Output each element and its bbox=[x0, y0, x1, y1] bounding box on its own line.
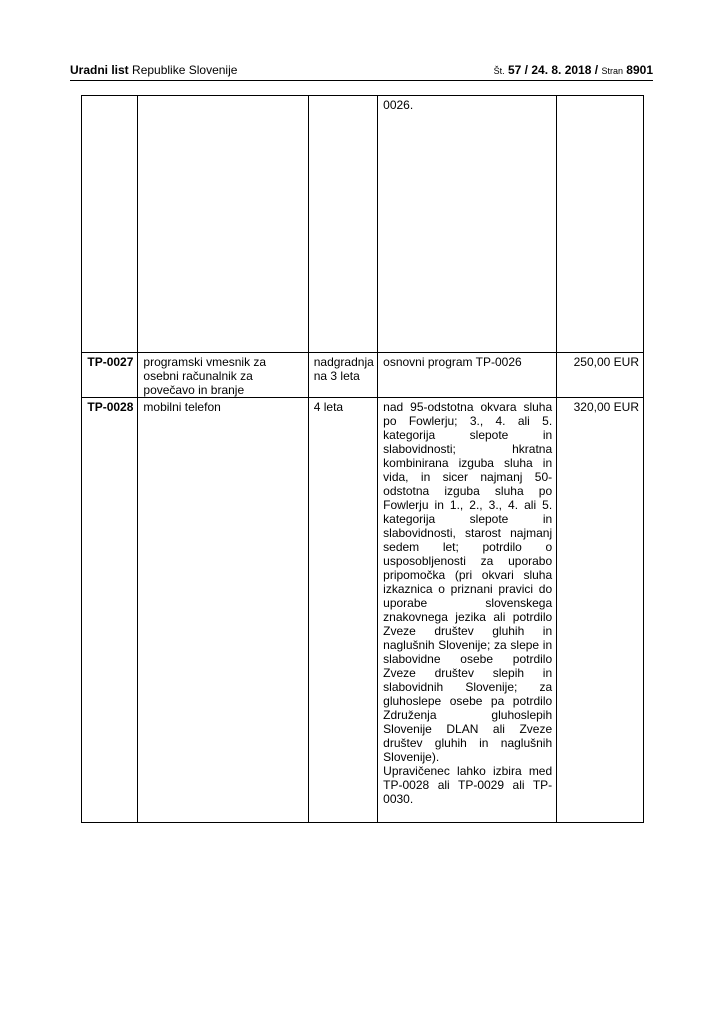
aids-table bbox=[81, 95, 644, 823]
period-cell: nadgradnja na 3 leta bbox=[308, 353, 377, 398]
separator-2: / bbox=[594, 63, 599, 77]
conditions-text: nad 95-odstotna okvara sluha po Fowlerju; 3., 4. ali 5. kategorija slepote in slabovidnosti; hkratna kombinirana izguba sluha in vida, in sicer najmanj 50-odstotna izguba sluha po Fowlerju in 1., 2., 3., 4. ali 5. kategorija slepote in slabovidnosti, starost najmanj sedem let; potrdilo o usposobljenosti za uporabo pripomočka (pri okvari sluha izkaznica o priznani pravici do uporabe slovenskega znakovnega jezika ali potrdilo Zveze društev gluhih in naglušnih Slovenije; za slepe in slabovidne osebe potrdilo Zveze društev slepih in slabovidnih Slovenije; za gluhoslepe osebe pa potrdilo Združenja gluhoslepih Slovenije DLAN ali Zveze društev gluhih in naglušnih Slovenije). bbox=[383, 400, 553, 764]
page-prefix: Stran bbox=[601, 66, 623, 76]
publication-title bbox=[70, 62, 237, 78]
page-number: 8901 bbox=[626, 63, 653, 77]
name-cell: programski vmesnik za osebni računalnik za povečavo in branje bbox=[138, 353, 308, 398]
page-header bbox=[70, 62, 653, 80]
price-cell: 250,00 EUR bbox=[557, 353, 644, 398]
price-cell bbox=[557, 96, 644, 353]
issue-number: 57 bbox=[507, 63, 522, 77]
code-cell: TP-0028 bbox=[82, 398, 138, 823]
conditions-cell: osnovni program TP-0026 bbox=[378, 353, 557, 398]
price-cell: 320,00 EUR bbox=[557, 398, 644, 823]
conditions-cell: 0026. bbox=[378, 96, 557, 353]
separator-1: / bbox=[524, 63, 528, 77]
period-cell bbox=[308, 96, 377, 353]
table-row bbox=[82, 96, 644, 353]
header-rule bbox=[70, 80, 653, 81]
code-cell bbox=[82, 96, 138, 353]
issue-date: 24. 8. 2018 bbox=[531, 63, 592, 77]
table-row bbox=[82, 353, 644, 398]
issue-prefix: Št. bbox=[493, 66, 505, 76]
code-cell: TP-0027 bbox=[82, 353, 138, 398]
table-row bbox=[82, 398, 644, 823]
period-cell: 4 leta bbox=[308, 398, 377, 823]
conditions-cell bbox=[378, 398, 557, 823]
issue-info bbox=[494, 62, 653, 79]
publication-title-rest: Republike Slovenije bbox=[132, 63, 238, 77]
publication-title-bold: Uradni list bbox=[70, 63, 129, 77]
name-cell: mobilni telefon bbox=[138, 398, 308, 823]
conditions-extra-text: Upravičenec lahko izbira med TP-0028 ali TP-0029 ali TP-0030. bbox=[383, 764, 553, 806]
name-cell bbox=[138, 96, 308, 353]
